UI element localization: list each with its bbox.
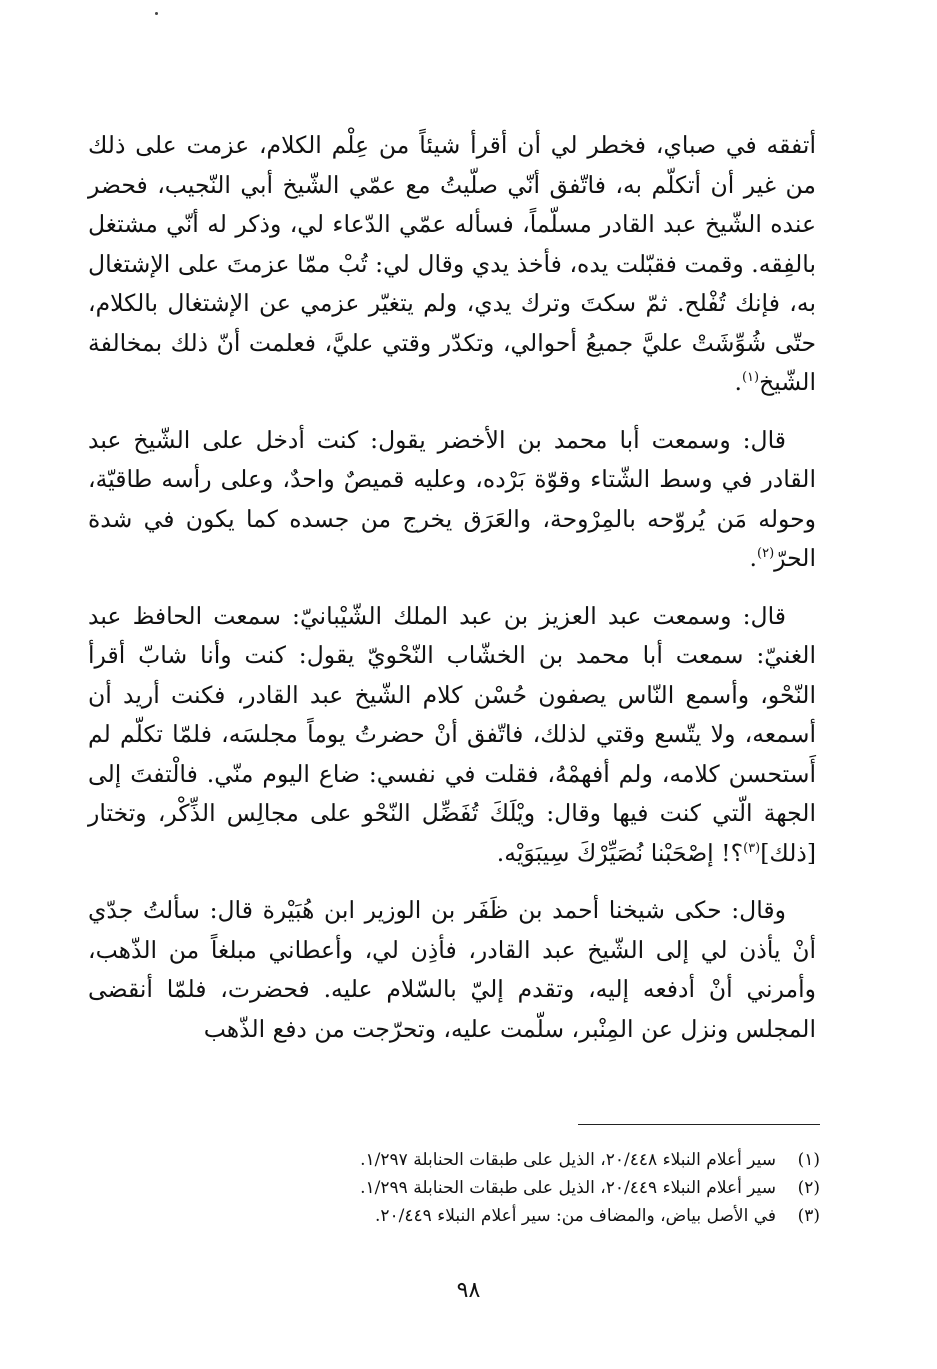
- footnote-text: سير أعلام النبلاء ٢٠/٤٤٩، الذيل على طبقات الحنابلة ١/٢٩٩.: [360, 1178, 776, 1198]
- paragraph-1: [88, 126, 816, 403]
- paragraph-end: .: [734, 368, 742, 396]
- footnote-text: سير أعلام النبلاء ٢٠/٤٤٨، الذيل على طبقات الحنابلة ١/٢٩٧.: [360, 1150, 776, 1170]
- footnote-number: (٢): [797, 1178, 820, 1198]
- paragraph-text: قال: وسمعت أبا محمد بن الأخضر يقول: كنت أدخل على الشّيخ عبد القادر في وسط الشّتاء وقوّة بَرْده، وعليه قميصٌ واحدٌ، وعلى رأسه طاقيّة، وحوله مَن يُروّحه بالمِرْوحة، والعَرَق يخرج من جسده كما يكون في شدة الحرّ: [88, 425, 816, 572]
- page-number: ٩٨: [456, 1278, 481, 1303]
- paragraph-2: [88, 421, 816, 579]
- footnote-2: [200, 1174, 820, 1202]
- stray-dot-mark: [155, 12, 158, 15]
- paragraph-3: [88, 597, 816, 874]
- footnote-3: [200, 1202, 820, 1230]
- main-text: [88, 126, 816, 1067]
- paragraph-text: قال: وسمعت عبد العزيز بن عبد الملك الشّيْبانيّ: سمعت الحافظ عبد الغنيّ: سمعت أبا محمد بن الخشّاب النّحْويّ يقول: كنت وأنا شابّ أقرأ النّحْو، وأسمع النّاس يصفون حُسْن كلام الشّيخ عبد القادر، فكنت أريد أن أسمعه، ولا يتّسع وقتي لذلك، فاتّفق أنْ حضرتُ يوماً مجلسَه، فلمّا تكلّم لم أَستحسن كلامه، ولم أفهمْهُ، فقلت في نفسي: ضاع اليوم منّي. فالْتفتَ إلى الجهة الّتي كنت فيها وقال: ويْلَكَ تُفَضِّل النّحْو على مجالِس الذِّكْر، وتختار [ذلك]: [88, 601, 816, 867]
- paragraph-4: [88, 891, 816, 1049]
- footnote-ref-3[interactable]: (٣): [743, 840, 761, 856]
- footnote-ref-2[interactable]: (٢): [757, 546, 775, 562]
- paragraph-end: ؟! إصْحَبْنا نُصَيِّرْكَ سِيبَوَيْه.: [496, 838, 744, 867]
- footnote-number: (١): [797, 1150, 820, 1170]
- paragraph-end: .: [749, 544, 758, 572]
- footnote-divider: [578, 1124, 820, 1125]
- paragraph-text: وقال: حكى شيخنا أحمد بن ظَفَر بن الوزير ابن هُبَيْرة قال: سألتُ جدّي أنْ يأذن لي إلى الشّيخ عبد القادر، فأذِن لي، وأعطاني مبلغاً من الذّهب، وأمرني أنْ أدفعه إليه، وتقدم إليّ بالسّلام عليه. فحضرت، فلمّا أنقضى المجلس ونزل عن المِنْبر، سلّمت عليه، وتحرّجت من دفع الذّهب: [88, 896, 816, 1043]
- paragraph-text: أتفقه في صباي، فخطر لي أن أقرأ شيئاً من عِلْم الكلام، عزمت على ذلك من غير أن أتكلّم به، فاتّفق أنّي صلّيتُ مع عمّي الشّيخ أبي النّجيب، فحضر عنده الشّيخ عبد القادر مسلّماً، فسأله عمّي الدّعاء لي، وذكر له أنّي مشتغل بالفِقه. وقمت فقبّلت يده، فأخذ يدي وقال لي: تُبْ ممّا عزمتَ على الإشتغال به، فإنك تُفْلح. ثمّ سكتَ وترك يدي، ولم يتغيّر عزمي عن الإشتغال بالكلام، حتّى شُوِّشَتْ عليَّ جميعُ أحوالي، وتكدّر وقتي عليَّ، فعلمت أنّ ذلك بمخالفة الشّيخ: [88, 131, 816, 396]
- footnote-1: [200, 1146, 820, 1174]
- footnote-number: (٣): [797, 1206, 820, 1226]
- footnote-ref-1[interactable]: (١): [741, 370, 760, 386]
- footnotes: [200, 1146, 820, 1230]
- footnote-text: في الأصل بياض، والمضاف من: سير أعلام النبلاء ٢٠/٤٤٩.: [375, 1206, 776, 1226]
